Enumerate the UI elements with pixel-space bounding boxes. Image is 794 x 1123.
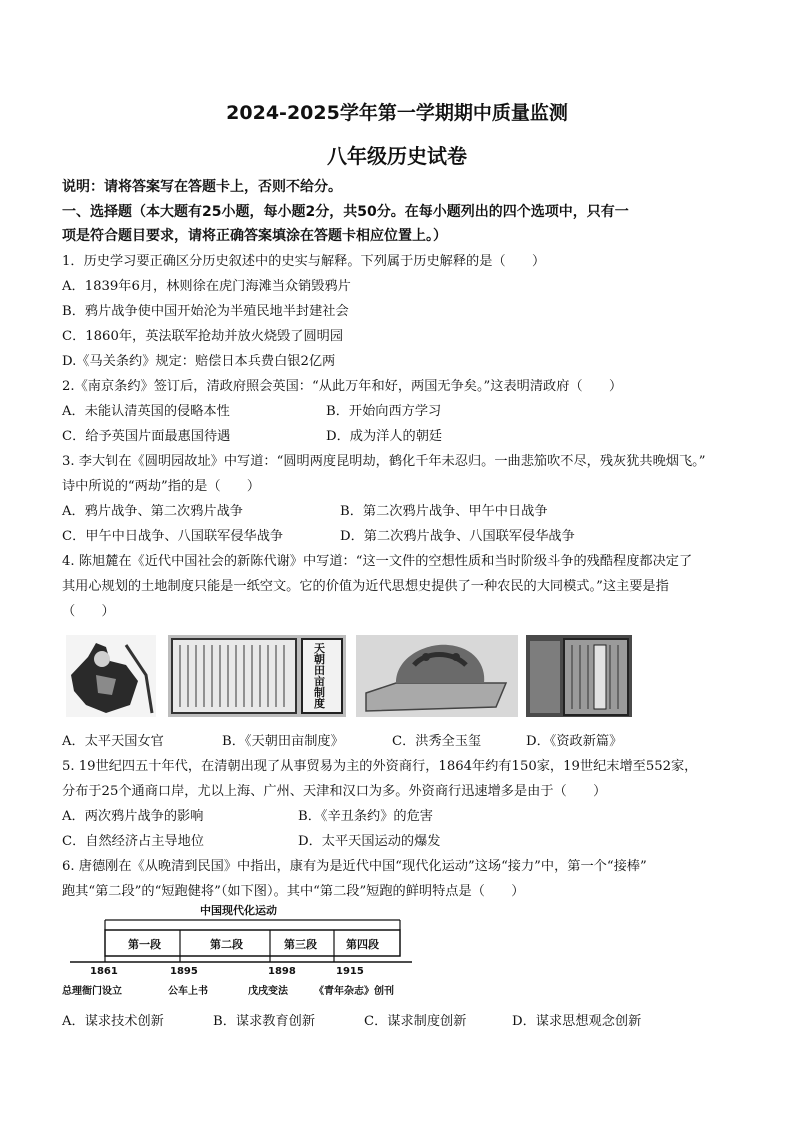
diagram-segment-1: 第一段 [128, 938, 161, 951]
q6-option-d: D．谋求思想观念创新 [512, 1014, 642, 1029]
diagram-event-3: 戊戌变法 [248, 986, 288, 997]
q2-option-c: C．给予英国片面最惠国待遇 [62, 429, 231, 444]
q5-option-c: C．自然经济占主导地位 [62, 834, 204, 849]
document-cover-title: 天朝田亩制度 [314, 642, 325, 710]
q1-stem: 1．历史学习要正确区分历史叙述中的史实与解释。下列属于历史解释的是（ ） [62, 254, 546, 269]
diagram-year-1895: 1895 [170, 966, 198, 977]
q3-option-c: C．甲午中日战争、八国联军侵华战争 [62, 529, 284, 544]
q3-option-b: B．第二次鸦片战争、甲午中日战争 [340, 504, 548, 519]
diagram-event-2: 公车上书 [168, 986, 208, 997]
q2-stem: 2.《南京条约》签订后，清政府照会英国：“从此万年和好，两国无争矣。”这表明清政府（ ） [62, 379, 623, 394]
q3-option-d: D．第二次鸦片战争、八国联军侵华战争 [340, 529, 575, 544]
image-taiping-female-official [66, 635, 156, 717]
q4-stem-line1: 4. 陈旭麓在《近代中国社会的新陈代谢》中写道：“这一文件的空想性质和当时阶级斗争的残酷程度都决定了 [62, 554, 693, 569]
diagram-year-1861: 1861 [90, 966, 118, 977]
q1-option-a: A．1839年6月，林则徐在虎门海滩当众销毁鸦片 [62, 279, 351, 294]
q3-stem-line1: 3. 李大钊在《圆明园故址》中写道：“圆明两度昆明劫，鹤化千年未忍归。一曲悲笳吹不尽，残灰犹共晚烟飞。” [62, 454, 706, 469]
q1-option-d: D.《马关条约》规定：赔偿日本兵费白银2亿两 [62, 354, 336, 369]
image-zizheng-xinpian-book [526, 635, 632, 717]
answer-note: 说明：请将答案写在答题卡上，否则不给分。 [62, 179, 342, 195]
q5-option-d: D．太平天国运动的爆发 [298, 834, 441, 849]
diagram-segment-3: 第三段 [284, 938, 317, 951]
q1-option-c: C．1860年，英法联军抢劫并放火烧毁了圆明园 [62, 329, 344, 344]
q1-option-b: B．鸦片战争使中国开始沦为半殖民地半封建社会 [62, 304, 349, 319]
q2-option-b: B．开始向西方学习 [326, 404, 442, 419]
q5-option-a: A．两次鸦片战争的影响 [62, 809, 204, 824]
q4-option-b: B．《天朝田亩制度》 [222, 734, 344, 749]
q2-option-a: A．未能认清英国的侵略本性 [62, 404, 230, 419]
q4-option-c: C．洪秀全玉玺 [392, 734, 482, 749]
diagram-year-1915: 1915 [336, 966, 364, 977]
diagram-segment-4: 第四段 [346, 938, 379, 951]
q4-stem-line2: 其用心规划的土地制度只能是一纸空文。它的价值为近代思想史提供了一种农民的大同模式。”这主要是指 [62, 579, 669, 594]
q3-stem-line2: 诗中所说的“两劫”指的是（ ） [62, 479, 261, 494]
diagram-year-1898: 1898 [268, 966, 296, 977]
section-heading-line2: 项是符合题目要求，请将正确答案填涂在答题卡相应位置上。） [62, 228, 447, 244]
q5-option-b: B．《辛丑条约》的危害 [298, 809, 433, 824]
q3-option-a: A．鸦片战争、第二次鸦片战争 [62, 504, 243, 519]
diagram-event-4: 《青年杂志》创刊 [314, 986, 394, 997]
q6-stem-line2: 跑其“第二段”的“短跑健将”（如下图）。其中“第二段”短跑的鲜明特点是（ ） [62, 884, 525, 899]
section-heading-line1: 一、选择题（本大题有25小题，每小题2分，共50分。在每小题列出的四个选项中，只有一 [62, 204, 629, 220]
diagram-segment-2: 第二段 [210, 938, 243, 951]
q6-stem-line1: 6. 唐德刚在《从晚清到民国》中指出，康有为是近代中国“现代化运动”这场“接力”中，第一个“接棒” [62, 859, 647, 874]
exam-title: 2024-2025学年第一学期期中质量监测 [226, 102, 568, 124]
exam-subtitle: 八年级历史试卷 [327, 144, 467, 168]
image-tianchao-tianmu-document [168, 635, 346, 717]
q4-stem-line3: （ ） [62, 604, 115, 619]
modernization-relay-diagram [60, 900, 420, 1000]
q5-stem-line2: 分布于25个通商口岸，尤以上海、广州、天津和汉口为多。外资商行迅速增多是由于（ ） [62, 784, 607, 799]
q4-option-d: D．《资政新篇》 [526, 734, 623, 749]
diagram-event-1: 总理衙门设立 [62, 986, 122, 997]
q5-stem-line1: 5. 19世纪四五十年代，在清朝出现了从事贸易为主的外资商行，1864年约有150家，19世纪末增至552家， [62, 759, 698, 774]
q2-option-d: D．成为洋人的朝廷 [326, 429, 443, 444]
q6-option-b: B．谋求教育创新 [213, 1014, 316, 1029]
q4-option-a: A．太平天国女官 [62, 734, 164, 749]
q6-option-a: A．谋求技术创新 [62, 1014, 164, 1029]
diagram-title: 中国现代化运动 [200, 904, 277, 917]
image-hong-xiuquan-seal [356, 635, 518, 717]
q6-option-c: C．谋求制度创新 [364, 1014, 467, 1029]
